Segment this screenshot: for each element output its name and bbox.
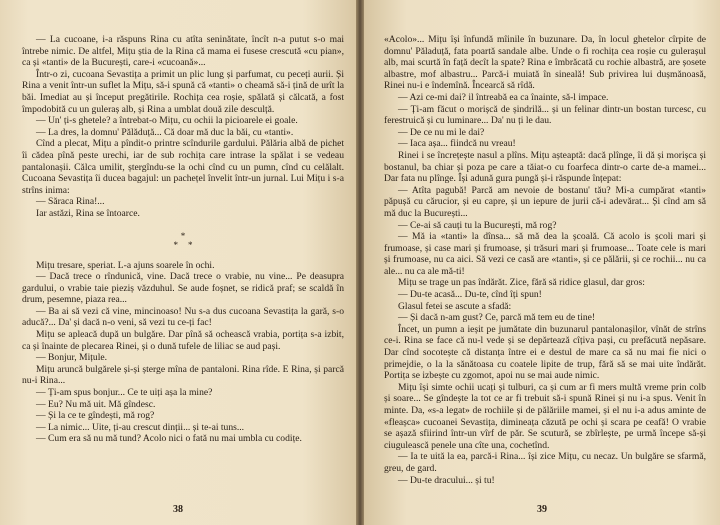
paragraph: — La nimic... Uite, ți-au crescut dinții... și te-ai tuns... xyxy=(36,421,245,433)
left-page-text-bottom xyxy=(22,260,344,446)
right-page-text xyxy=(384,34,706,486)
star-top: * xyxy=(180,230,186,241)
paragraph: — Eu? Nu mă uit. Mă gîndesc. xyxy=(36,398,156,410)
paragraph: — Un' ți-s ghetele? a întrebat-o Mițu, cu ochii la picioarele ei goale. xyxy=(36,115,298,127)
paragraph: — De ce nu mi le dai? xyxy=(398,126,485,138)
paragraph: — Mă ia «tanti» la dînsa... să mă dea la școală. Că acolo is școli mari și frumoase, și case mari și frumoase, și trăsuri mari și frumoase... Toate cele is mari și frumoase, nu ca aici. Să vezi ce casă are «tanti», și ce pălării, și ce rochii... nu ca ale... nu ca ale mă-ti! xyxy=(384,231,706,277)
paragraph: — Săraca Rina!... xyxy=(36,196,105,208)
paragraph: Mițu se apleacă după un bulgăre. Dar pînă să ochească vrabia, portița s-a izbit, ca și înainte de plecarea Rinei, și o dună tufele de liliac se aud pași. xyxy=(22,329,344,352)
paragraph: Mițu se trage un pas îndărăt. Zice, fără să ridice glasul, dar gros: xyxy=(398,277,645,289)
left-page xyxy=(0,0,356,525)
paragraph: — Iaca așa... fiindcă nu vreau! xyxy=(398,138,516,150)
paragraph: Mițu își simte ochii ucați și tulburi, ca și cum ar fi mers multă vreme prin colb și soare... Se gîndește la tot ce ar fi trebuit să-i spună Rinei și nu i-a spus. Venit în minte. Da, «s-a legat» de rochiile și de pălăriile mamei, și el nu i-a adus aminte de «fleașca» cucoanei Sevastița, dimineața căzută pe ochi și scara pe ceafă! O vrabie se așază sfiirind într-un vîrf de păr. Se scutură, se zbîrlește, pe urmă începe să-și ciugulească penele una cîte una, cochetînd. xyxy=(384,381,706,451)
paragraph: — Ți-am spus bonjur... Ce te uiți așa la mine? xyxy=(36,387,213,399)
paragraph: Într-o zi, cucoana Sevastița a primit un plic lung și parfumat, cu peceți aurii. Și Rina a venit într-un suflet la Mițu, să-i spună că «tanti» o cheamă să-i țină de urît la băi. Imediat au și început pregătirile. Rochița cea roșie, spălată și călcată, a fost împodobită cu un guleraș alb, și Rina a umblat două zile desculță. xyxy=(22,68,344,115)
paragraph: — Azi ce-mi dai? il întreabă ea ca înainte, să-l impace. xyxy=(398,91,609,103)
paragraph: — La dres, la domnu' Pălăduță... Că doar mă duc la băi, cu «tanti». xyxy=(36,126,294,138)
paragraph: — Și dacă n-am gust? Ce, parcă mă tem eu de tine! xyxy=(398,312,596,324)
page-number-left: 38 xyxy=(173,504,183,515)
page-number-right: 39 xyxy=(537,504,547,515)
paragraph: — Ce-ai să cauți tu la București, mă rog? xyxy=(398,219,557,231)
paragraph: — Bonjur, Mițule. xyxy=(36,352,108,364)
paragraph: — Ba ai să vezi că vine, mincinoaso! Nu s-a dus cucoana Sevastița la gară, s-o aducă?... Da' și dacă n-o veni, să vezi tu ce-ți fac! xyxy=(22,305,344,329)
paragraph: «Acolo»... Mițu își înfundă mîinile în buzunare. Da, în locul ghetelor cîrpite de domnu' Păladuță, fata poartă sandale albe. Unde o fi rochița cea roșie cu gulerașul alb, mai scurtă în față decît la spate? Rina e îmbrăcată cu rochie albastră, are șosete albastre, mof albastru... Parcă-i muiată în sineală! Sub privirea lui dușmănoasă, Rinei nu-i e îndemînă. Încearcă să rîdă. xyxy=(384,34,706,92)
paragraph: Încet, un pumn a ieșit pe jumătate din buzunarul pantalonașilor, vînăt de strîns ce-i. Rina se face că nu-l vede și se depărtează cîțiva pași, cu prefăcută nepăsare. Dar cînd socotește că distanța între ei e destul de mare ca să nu mai fie nici o primejdie, o la la sănătoasa cu coatele lipite de trup, fără să se mai uite îndărăt. Portița se izbește cu zgomot, apoi nu se mai aude nimic. xyxy=(384,323,706,382)
right-page xyxy=(364,0,720,525)
paragraph: Mițu tresare, speriat. L-a ajuns soarele în ochi. xyxy=(36,259,215,271)
paragraph: Mițu aruncă bulgărele și-și șterge mîna de pantaloni. Rina rîde. E Rina, și parcă nu-i Rina... xyxy=(22,363,344,387)
paragraph: — Du-te dracului... și tu! xyxy=(398,474,495,486)
paragraph: — Atîta pagubă! Parcă am nevoie de bostanu' tău? Mi-a cumpărat «tanti» păpușă cu cărucior, și eu capre, și un iepure de jurii că-i adevărat... Și cînd am să mă duc la București... xyxy=(384,184,706,219)
paragraph: — Ți-am făcut o morișcă de șindrilă... și un felinar dintr-un bostan turcesc, cu ferestruică și cu luminare... Da' nu ți le dau. xyxy=(384,103,706,127)
paragraph: Iar astăzi, Rina se întoarce. xyxy=(36,207,140,219)
paragraph: — La cucoane, i-a răspuns Rina cu atîta seninătate, încît n-a putut s-o mai întrebe nimic. De altfel, Mițu știa de la Rina că mama ei fusese crescută «cu pian», ca și «tanti» de la București, care-i «cucoană»... xyxy=(22,34,344,69)
section-break-stars xyxy=(22,232,344,250)
star-pair: ** xyxy=(173,239,203,250)
paragraph: — Ia te uită la ea, parcă-i Rina... își zice Mițu, cu necaz. Un bulgăre se sfarmă, greu, de gard. xyxy=(384,451,706,474)
book-gutter xyxy=(356,0,364,525)
paragraph: Cînd a plecat, Mițu a pîndit-o printre scîndurile gardului. Pălăria albă de pichet îi cădea pînă peste urechi, iar de sub rochița care intrase la spălat i se vedeau pantalonașii. Călca umilit, ștergîndu-se la ochi cînd cu un pumn, cînd cu celălalt. Cucoana Sevastița îi ducea bagajul: un pachețel învelit într-un jurnal. Lui Mițu i s-a strîns inima: xyxy=(22,138,344,196)
paragraph: Rinei i se încrețește nasul a plîns. Mițu așteaptă: dacă plînge, îi dă și morișca și bostanul, ba chiar și poza pe care a tăiat-o cu foarfeca dintr-o carte de-a mamei... Dar fata nu plînge. Își adună gura pungă și-i răspunde înțepat: xyxy=(384,149,706,185)
paragraph: — Du-te acasă... Du-te, cînd îți spun! xyxy=(398,289,542,301)
paragraph: Glasul fetei se ascute a sfadă: xyxy=(398,300,512,312)
left-page-text-top xyxy=(22,34,344,220)
paragraph: — Cum era să nu mă tund? Acolo nici o fată nu mai umbla cu codițe. xyxy=(36,433,302,445)
paragraph: — Și la ce te gîndești, mă rog? xyxy=(36,410,155,422)
paragraph: — Dacă trece o rîndunică, vine. Dacă trece o vrabie, nu vine... Pe deasupra gardului, o vrabie taie pieziș văzduhul. Se aude foșnet, se ridică praf; se scaldă în drum, pesemne, piaza rea... xyxy=(22,271,344,306)
